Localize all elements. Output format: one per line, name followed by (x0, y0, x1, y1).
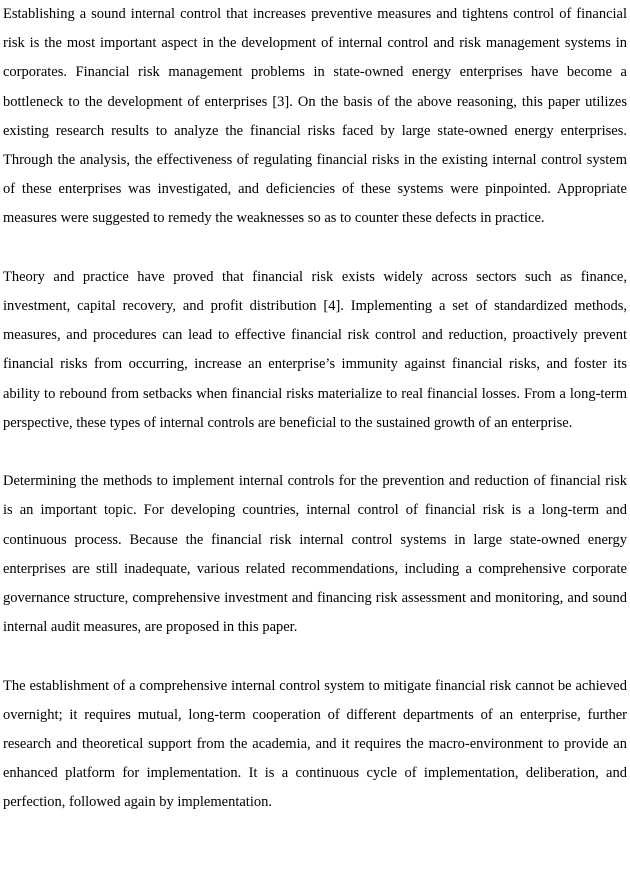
paragraph-2: Theory and practice have proved that financial risk exists widely across sectors such as finance, investment, capital recovery, and profit distribution [4]. Implementing a set of standardized methods, measures, and procedures can lead to effective financial risk control and reduction, proactively prevent financial risks from occurring, increase an enterprise’s immunity against financial risks, and foster its ability to rebound from setbacks when financial risks materialize to real financial losses. From a long-term perspective, these types of internal controls are beneficial to the sustained growth of an enterprise. (3, 268, 627, 431)
document-body (3, 0, 627, 818)
paragraph-1: Establishing a sound internal control that increases preventive measures and tightens control of financial risk is the most important aspect in the development of internal control and risk management systems in corporates. Financial risk management problems in state-owned energy enterprises have become a bottleneck to the development of enterprises [3]. On the basis of the above reasoning, this paper utilizes existing research results to analyze the financial risks faced by large state-owned energy enterprises. Through the analysis, the effectiveness of regulating financial risks in the existing internal control system of these enterprises was investigated, and deficiencies of these systems were pinpointed. Appropriate measures were suggested to remedy the weaknesses so as to counter these defects in practice. (3, 6, 627, 227)
paragraph-3: Determining the methods to implement internal controls for the prevention and reduction of financial risk is an important topic. For developing countries, internal control of financial risk is a long-term and continuous process. Because the financial risk internal control systems in large state-owned energy enterprises are still inadequate, various related recommendations, including a comprehensive corporate governance structure, comprehensive investment and financing risk assessment and monitoring, and sound internal audit measures, are proposed in this paper. (3, 473, 627, 636)
paragraph-4: The establishment of a comprehensive internal control system to mitigate financial risk cannot be achieved overnight; it requires mutual, long-term cooperation of different departments of an enterprise, further research and theoretical support from the academia, and it requires the macro-environment to provide an enhanced platform for implementation. It is a continuous cycle of implementation, deliberation, and perfection, followed again by implementation. (3, 677, 627, 811)
